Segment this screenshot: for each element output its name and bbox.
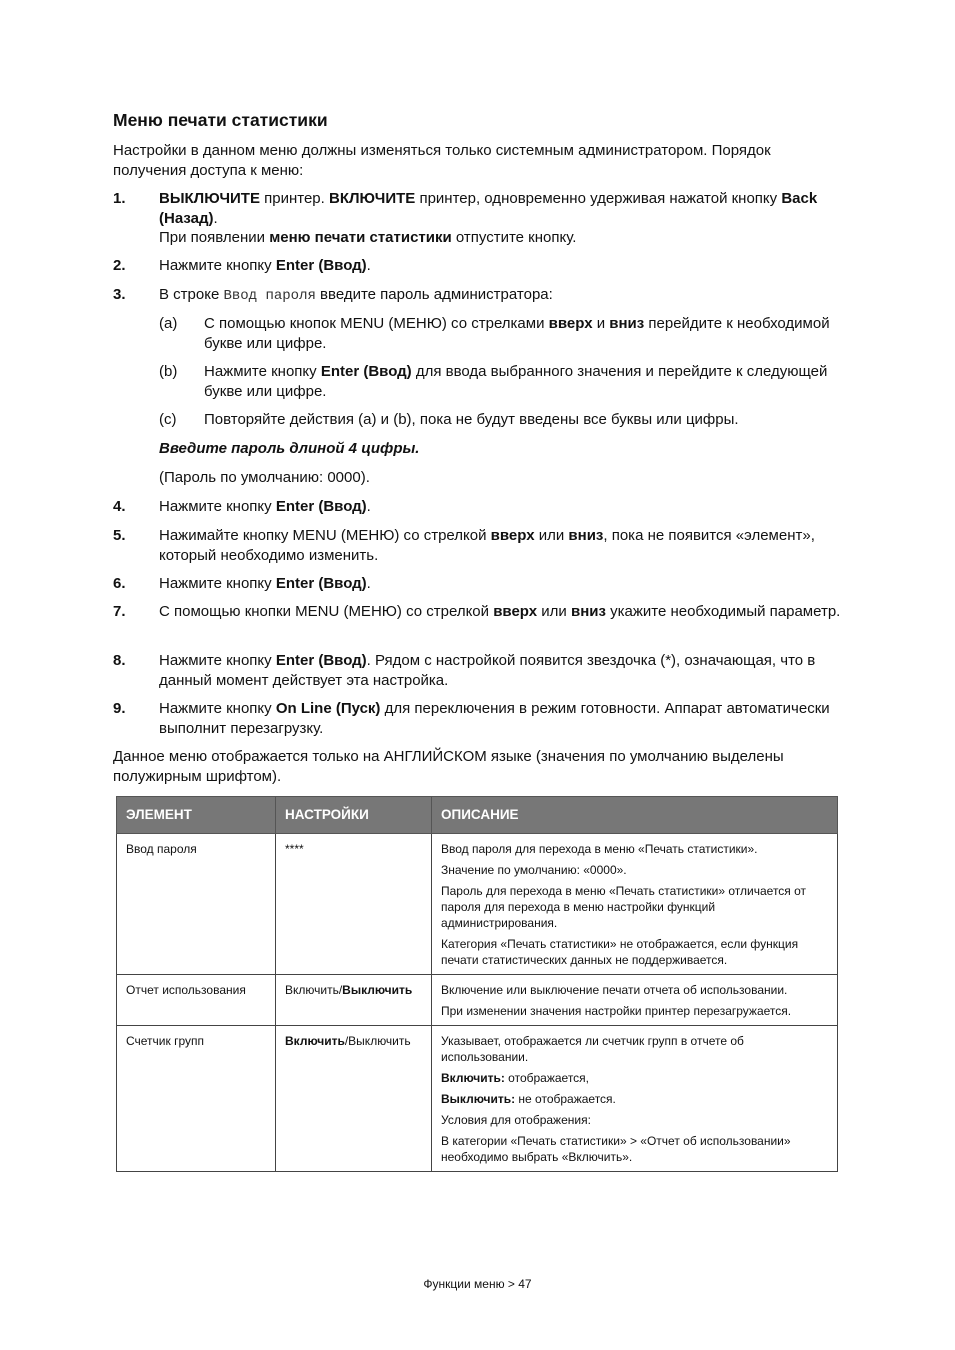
step-5 — [113, 526, 843, 565]
step-text: Нажмите кнопку Enter (Ввод). Рядом с настройкой появится звездочка (*), означающая, что в данный момент действует эта настройка. — [159, 652, 816, 689]
column-header-settings: НАСТРОЙКИ — [276, 797, 432, 834]
step-7 — [113, 602, 843, 622]
password-default: (Пароль по умолчанию: 0000). — [159, 469, 370, 486]
setting-cell: **** — [276, 834, 432, 975]
step-8 — [113, 651, 843, 690]
step-text: Нажмите кнопку Enter (Ввод). — [159, 575, 371, 592]
item-cell: Счетчик групп — [117, 1026, 276, 1172]
step-text: Нажмите кнопку Enter (Ввод). — [159, 498, 371, 515]
step-number: 5. — [113, 527, 126, 544]
step-6 — [113, 574, 843, 594]
step-number: 7. — [113, 603, 126, 620]
description-cell: Включение или выключение печати отчета об использовании. При изменении значения настройки принтер перезагружается. — [432, 975, 838, 1026]
step-number: 4. — [113, 498, 126, 515]
step-number: 1. — [113, 190, 126, 207]
step-text: ВЫКЛЮЧИТЕ принтер. ВКЛЮЧИТЕ принтер, одновременно удерживая нажатой кнопку Back (Назад). При появлении меню печати статистики отпустите кнопку. — [159, 190, 818, 246]
step-number: 6. — [113, 575, 126, 592]
table-row — [117, 1026, 838, 1172]
substep-label: (b) — [159, 363, 178, 380]
substep-b — [159, 362, 849, 401]
step-number: 8. — [113, 652, 126, 669]
step-2 — [113, 256, 843, 276]
page-footer: Функции меню > 47 — [423, 1277, 532, 1291]
step-text: В строке Ввод пароля введите пароль администратора: — [159, 286, 553, 304]
setting-cell: Включить/Выключить — [276, 1026, 432, 1172]
substep-label: (a) — [159, 315, 178, 332]
setting-cell: Включить/Выключить — [276, 975, 432, 1026]
item-cell: Ввод пароля — [117, 834, 276, 975]
page-title: Меню печати статистики — [113, 110, 328, 130]
table-row — [117, 975, 838, 1026]
step-9 — [113, 699, 843, 738]
item-cell: Отчет использования — [117, 975, 276, 1026]
substep-text: Повторяйте действия (a) и (b), пока не будут введены все буквы или цифры. — [204, 411, 739, 428]
table-header-row — [117, 797, 838, 834]
step-3 — [113, 285, 843, 307]
step-4 — [113, 497, 843, 517]
password-note: Введите пароль длиной 4 цифры. — [159, 440, 420, 457]
table-row — [117, 834, 838, 975]
step-text: Нажмите кнопку On Line (Пуск) для переключения в режим готовности. Аппарат автоматически выполнит перезагрузку. — [159, 700, 830, 737]
description-cell: Ввод пароля для перехода в меню «Печать статистики». Значение по умолчанию: «0000». Пароль для перехода в меню «Печать статистики» отличается от пароля для перехода в меню настройки функций администрирования. Категория «Печать статистики» не отображается, если функция печати статистических данных не поддерживается. — [432, 834, 838, 975]
step-text: Нажимайте кнопку MENU (МЕНЮ) со стрелкой вверх или вниз, пока не появится «элемент», который необходимо изменить. — [159, 527, 815, 564]
step-text: Нажмите кнопку Enter (Ввод). — [159, 257, 371, 274]
substep-c — [159, 410, 849, 430]
substep-text: С помощью кнопок MENU (МЕНЮ) со стрелками вверх и вниз перейдите к необходимой букве или цифре. — [204, 315, 830, 352]
step-number: 9. — [113, 700, 126, 717]
substep-a — [159, 314, 849, 353]
step-number: 2. — [113, 257, 126, 274]
column-header-description: ОПИСАНИЕ — [432, 797, 838, 834]
description-cell: Указывает, отображается ли счетчик групп в отчете об использовании. Включить: отображается, Выключить: не отображается. Условия для отображения: В категории «Печать статистики» > «Отчет об использовании» необходимо выбрать «Включить». — [432, 1026, 838, 1172]
settings-table — [116, 796, 838, 1172]
step-number: 3. — [113, 286, 126, 303]
intro-paragraph: Настройки в данном меню должны изменяться только системным администратором. Порядок получения доступа к меню: — [113, 142, 771, 179]
step-1 — [113, 189, 843, 248]
substep-text: Нажмите кнопку Enter (Ввод) для ввода выбранного значения и перейдите к следующей букве или цифре. — [204, 363, 828, 400]
substep-label: (c) — [159, 411, 177, 428]
outro-paragraph: Данное меню отображается только на АНГЛИЙСКОМ языке (значения по умолчанию выделены полужирным шрифтом). — [113, 748, 784, 785]
password-field-name: Ввод пароля — [223, 288, 316, 304]
step-text: С помощью кнопки MENU (МЕНЮ) со стрелкой вверх или вниз укажите необходимый параметр. — [159, 603, 841, 620]
column-header-item: ЭЛЕМЕНТ — [117, 797, 276, 834]
